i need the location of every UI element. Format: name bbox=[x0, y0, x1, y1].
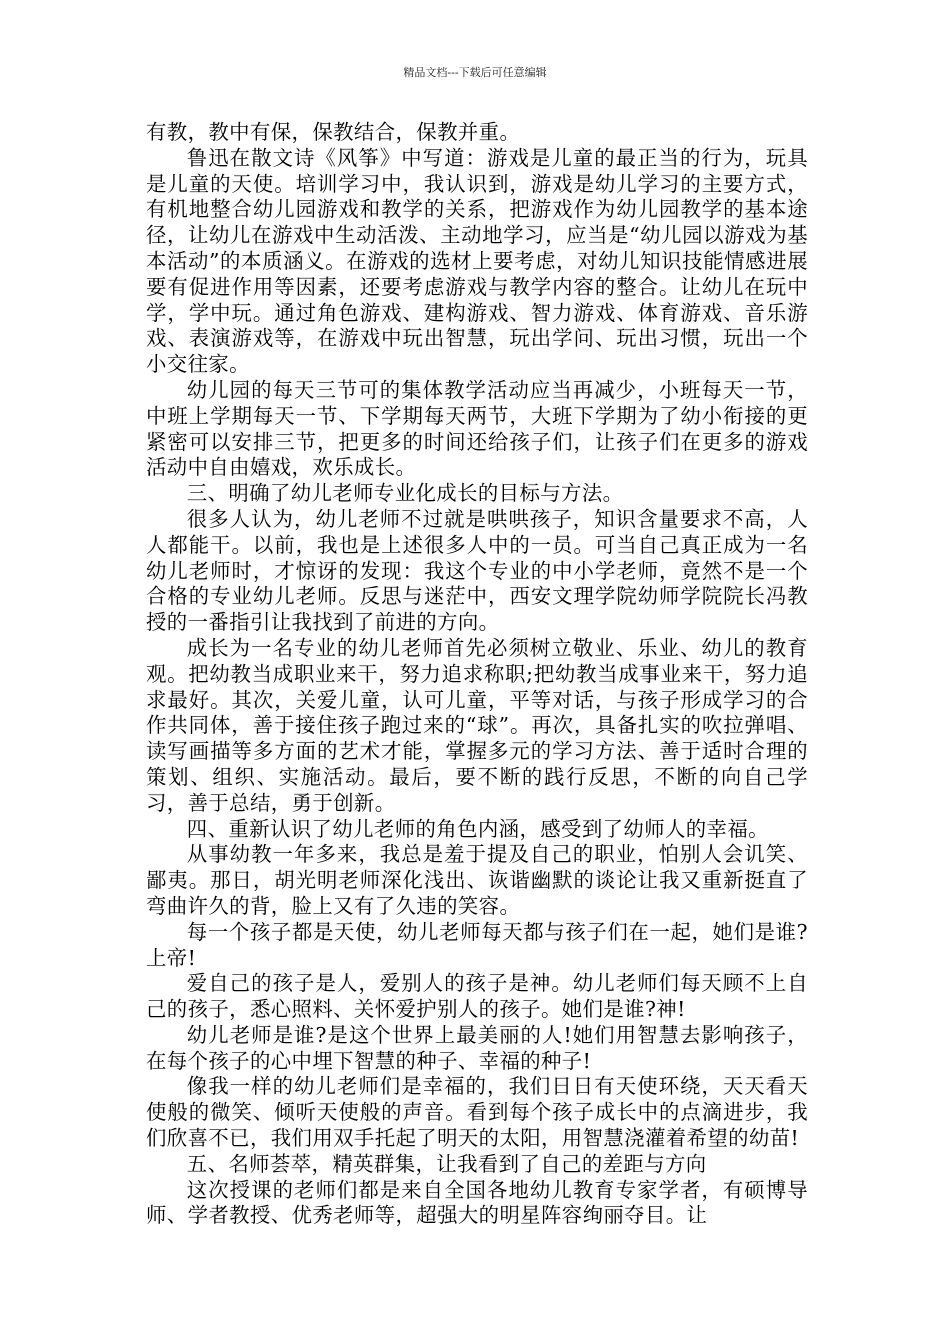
paragraph: 这次授课的老师们都是来自全国各地幼儿教育专家学者，有硕博导师、学者教授、优秀老师等，超强大的明星阵容绚丽夺目。让 bbox=[146, 1177, 808, 1228]
paragraph: 爱自己的孩子是人，爱别人的孩子是神。幼儿老师们每天顾不上自己的孩子，悉心照料、关怀爱护别人的孩子。她们是谁?神! bbox=[146, 971, 808, 1022]
paragraph: 五、名师荟萃，精英群集，让我看到了自己的差距与方向 bbox=[186, 1151, 707, 1176]
paragraph: 成长为一名专业的幼儿老师首先必须树立敬业、乐业、幼儿的教育观。把幼教当成职业来干，努力追求称职;把幼教当成事业来干，努力追求最好。其次，关爱儿童，认可儿童，平等对话，与孩子形成学习的合作共同体，善于接住孩子跑过来的“球”。再次，具备扎实的吹拉弹唱、读写画描等多方面的艺术才能，掌握多元的学习方法、善于适时合理的策划、组织、实施活动。最后，要不断的践行反思，不断的向自己学习，善于总结，勇于创新。 bbox=[146, 635, 808, 815]
paragraph: 很多人认为，幼儿老师不过就是哄哄孩子，知识含量要求不高，人人都能干。以前，我也是上述很多人中的一员。可当自己真正成为一名幼儿老师时，才惊讶的发现：我这个专业的中小学老师，竟然不是一个合格的专业幼儿老师。反思与迷茫中，西安文理学院幼师学院院长冯教授的一番指引让我找到了前进的方向。 bbox=[146, 506, 808, 635]
paragraph: 三、明确了幼儿老师专业化成长的目标与方法。 bbox=[186, 481, 624, 506]
paragraph: 幼儿老师是谁?是这个世界上最美丽的人!她们用智慧去影响孩子，在每个孩子的心中埋下智慧的种子、幸福的种子! bbox=[146, 1022, 808, 1073]
document-body bbox=[146, 120, 808, 1229]
paragraph: 有教，教中有保，保教结合，保教并重。 bbox=[146, 120, 521, 144]
paragraph: 从事幼教一年多来，我总是羞于提及自己的职业，怕别人会讥笑、鄙夷。那日，胡光明老师深化浅出、诙谐幽默的谈论让我又重新挺直了弯曲许久的背，脸上又有了久违的笑容。 bbox=[146, 842, 808, 918]
paragraph: 鲁迅在散文诗《风筝》中写道：游戏是儿童的最正当的行为，玩具是儿童的天使。培训学习中，我认识到，游戏是幼儿学习的主要方式，有机地整合幼儿园游戏和教学的关系，把游戏作为幼儿园教学的基本途径，让幼儿在游戏中生动活泼、主动地学习，应当是“幼儿园以游戏为基本活动”的本质涵义。在游戏的选材上要考虑，对幼儿知识技能情感进展要有促进作用等因素，还要考虑游戏与教学内容的整合。让幼儿在玩中学，学中玩。通过角色游戏、建构游戏、智力游戏、体育游戏、音乐游戏、表演游戏等，在游戏中玩出智慧，玩出学问、玩出习惯，玩出一个小交往家。 bbox=[146, 145, 808, 377]
paragraph: 幼儿园的每天三节可的集体教学活动应当再减少，小班每天一节，中班上学期每天一节、下学期每天两节，大班下学期为了幼小衔接的更紧密可以安排三节，把更多的时间还给孩子们，让孩子们在更多的游戏活动中自由嬉戏，欢乐成长。 bbox=[146, 377, 808, 480]
paragraph: 像我一样的幼儿老师们是幸福的，我们日日有天使环绕，天天看天使般的微笑、倾听天使般的声音。看到每个孩子成长中的点滴进步，我们欣喜不已，我们用双手托起了明天的太阳，用智慧浇灌着希望的幼苗! bbox=[146, 1074, 808, 1151]
paragraph: 四、重新认识了幼儿老师的角色内涵，感受到了幼师人的幸福。 bbox=[186, 816, 769, 841]
page-header: 精品文档---下载后可任意编辑 bbox=[403, 66, 547, 79]
paragraph: 每一个孩子都是天使，幼儿老师每天都与孩子们在一起，她们是谁?上帝! bbox=[146, 919, 808, 970]
